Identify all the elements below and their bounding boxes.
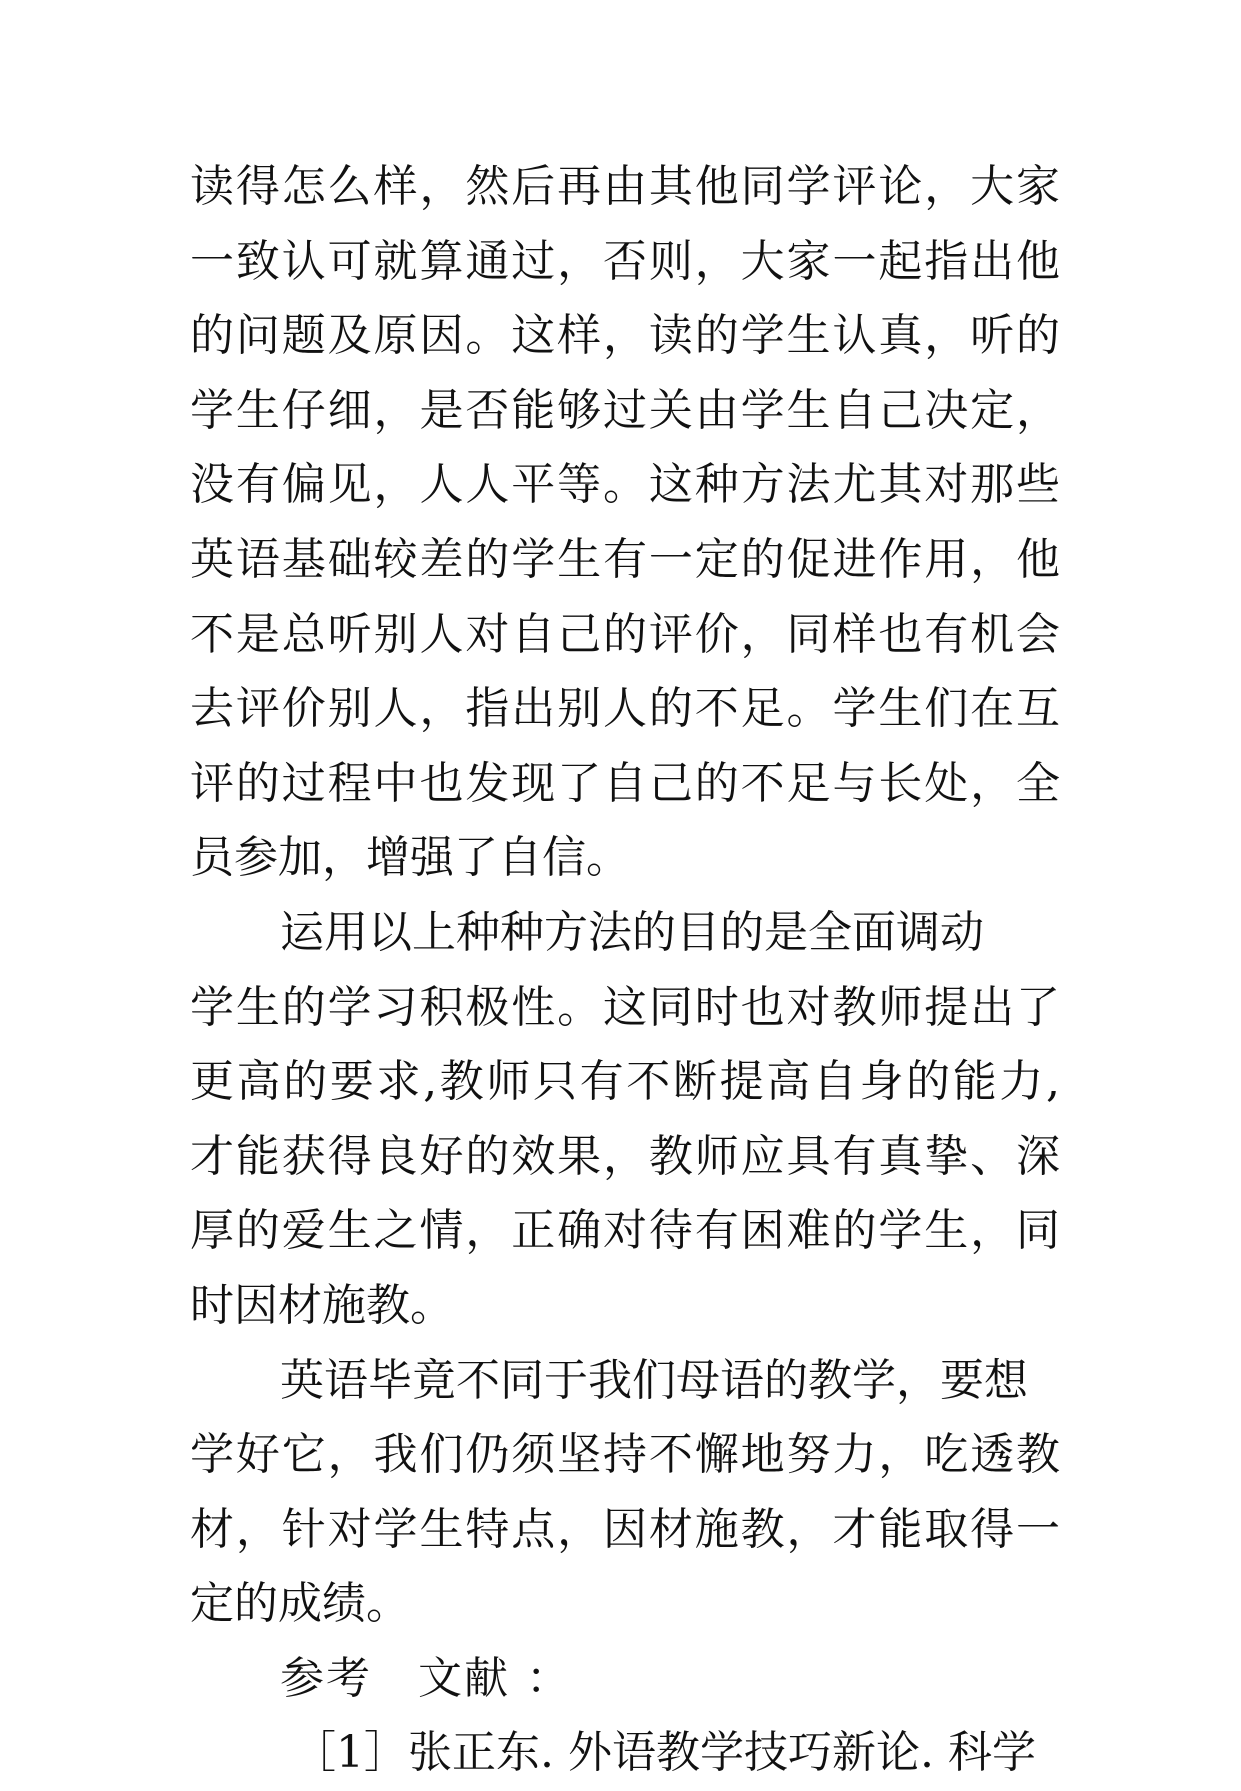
paragraph-1-line-3: 的问题及原因。这样，读的学生认真，听的 [190, 310, 1060, 362]
paragraph-2-line-4: 才能获得良好的效果，教师应具有真挚、深 [190, 1130, 1060, 1182]
paragraph-2-line-1: 运用以上种种方法的目的是全面调动 [280, 906, 984, 958]
paragraph-2-line-3: 更高的要求,教师只有不断提高自身的能力, [190, 1056, 1060, 1108]
paragraph-1-line-1: 读得怎么样，然后再由其他同学评论，大家 [190, 161, 1060, 212]
reference-item: ［1］张正东. 外语教学技巧新论. 科学 [292, 1727, 1036, 1779]
paragraph-1-line-4: 学生仔细，是否能够过关由学生自己决定， [190, 384, 1060, 436]
paragraph-1-line-8: 去评价别人，指出别人的不足。学生们在互 [190, 683, 1060, 735]
body-text [190, 150, 1060, 1791]
paragraph-2-line-6: 时因材施教。 [190, 1279, 454, 1331]
paragraph-2-line-5: 厚的爱生之情，正确对待有困难的学生，同 [190, 1205, 1060, 1257]
paragraph-3-line-4: 定的成绩。 [190, 1578, 410, 1630]
paragraph-2-line-2: 学生的学习积极性。这同时也对教师提出了 [190, 981, 1060, 1033]
paragraph-3-line-2: 学好它，我们仍须坚持不懈地努力，吃透教 [190, 1429, 1060, 1481]
references-heading: 参考 文献 ： [280, 1652, 572, 1704]
paragraph-1-line-6: 英语基础较差的学生有一定的促进作用，他 [190, 533, 1060, 585]
paragraph-1-line-5: 没有偏见，人人平等。这种方法尤其对那些 [190, 459, 1060, 511]
paragraph-3-line-3: 材，针对学生特点，因材施教，才能取得一 [190, 1503, 1060, 1555]
paragraph-1-line-2: 一致认可就算通过，否则，大家一起指出他 [190, 235, 1060, 287]
paragraph-1-line-10: 员参加，增强了自信。 [190, 832, 630, 884]
paragraph-1-line-7: 不是总听别人对自己的评价，同样也有机会 [190, 608, 1060, 660]
paragraph-1-line-9: 评的过程中也发现了自己的不足与长处，全 [190, 757, 1060, 809]
paragraph-3-line-1: 英语毕竟不同于我们母语的教学，要想 [280, 1354, 1028, 1406]
